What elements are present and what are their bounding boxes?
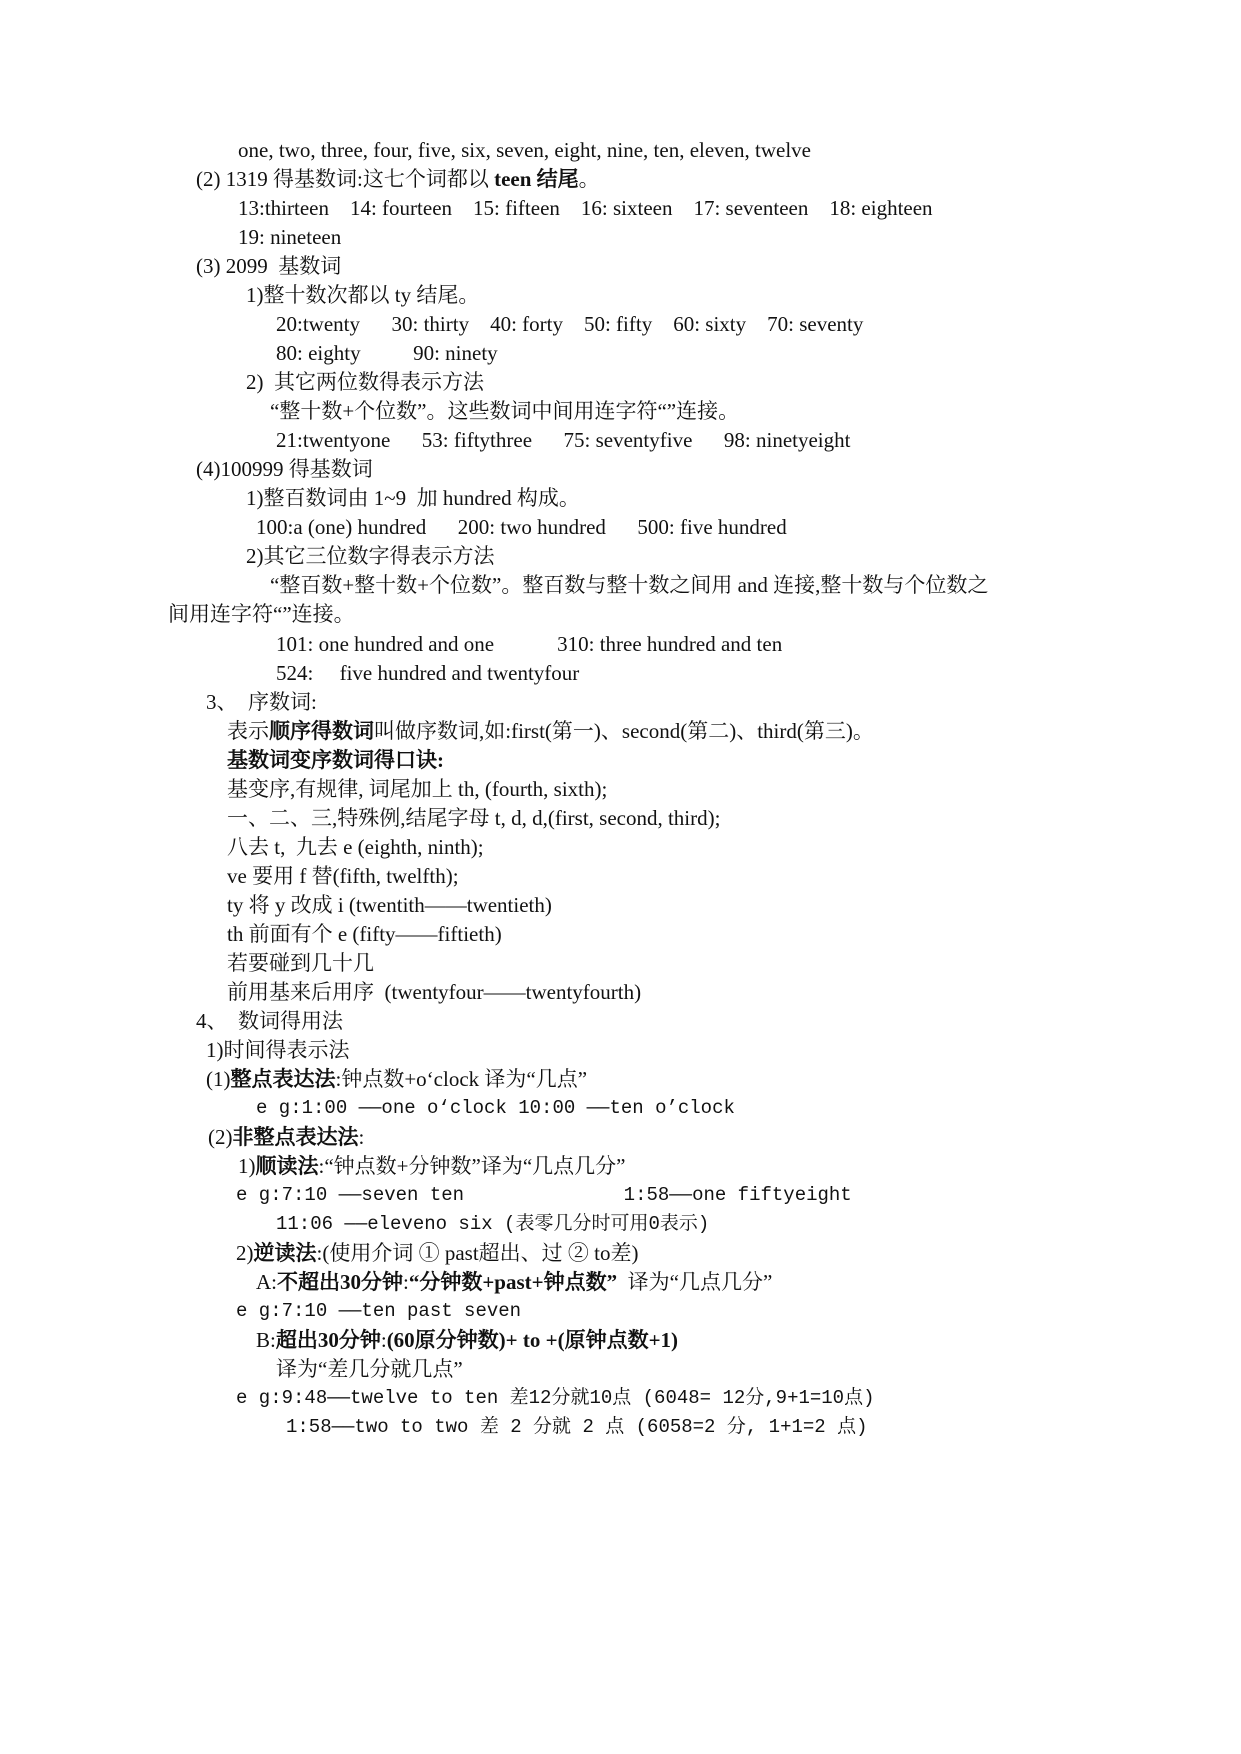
text-line xyxy=(246,484,580,512)
text-segment: 1) xyxy=(238,1154,256,1178)
text-segment: (1) xyxy=(206,1067,231,1091)
text-segment: 一、二、三,特殊例,结尾字母 t, d, d,(first, second, third); xyxy=(227,806,721,830)
text-line xyxy=(206,1065,587,1093)
text-line xyxy=(276,659,579,687)
text-line xyxy=(196,455,373,483)
text-line xyxy=(246,281,479,309)
text-segment: (2) 1319 得基数词:这七个词都以 xyxy=(196,167,495,191)
text-segment: : xyxy=(403,1270,409,1294)
bold-text-segment: (60原分钟数)+ to +(原钟点数+1) xyxy=(386,1328,679,1352)
text-segment: 叫做序数词,如:first(第一)、second(第二)、third(第三)。 xyxy=(374,719,874,743)
text-line xyxy=(276,630,782,658)
text-line xyxy=(196,1007,343,1035)
text-line xyxy=(276,1210,709,1238)
text-segment: “整百数+整十数+个位数”。整百数与整十数之间用 and 连接,整十数与个位数之 xyxy=(270,573,989,597)
text-line xyxy=(246,542,495,570)
text-segment: 1)时间得表示法 xyxy=(206,1038,350,1062)
text-line xyxy=(256,513,787,541)
text-line xyxy=(256,1326,678,1354)
text-line xyxy=(227,920,502,948)
text-segment: B: xyxy=(256,1328,276,1352)
bold-text-segment: teen 结尾 xyxy=(494,167,579,191)
text-segment: 基变序,有规律, 词尾加上 th, (fourth, sixth); xyxy=(227,777,608,801)
bold-text-segment: 超出30分钟 xyxy=(275,1328,381,1352)
text-segment: :钟点数+o‘clock 译为“几点” xyxy=(335,1067,588,1091)
bold-text-segment: 非整点表达法 xyxy=(232,1125,359,1149)
text-line xyxy=(238,223,341,251)
text-line xyxy=(196,165,600,193)
text-segment: 2)其它三位数字得表示方法 xyxy=(246,544,495,568)
text-segment: 1)整百数词由 1~9 加 hundred 构成。 xyxy=(246,486,580,510)
text-line xyxy=(236,1239,638,1267)
text-line xyxy=(270,571,988,599)
text-segment: : xyxy=(380,1328,387,1352)
text-segment: “整十数+个位数”。这些数词中间用连字符“”连接。 xyxy=(270,399,740,423)
text-segment: (3) 2099 基数词 xyxy=(196,254,342,278)
text-segment: 1)整十数次都以 ty 结尾。 xyxy=(246,283,480,307)
text-segment: e g:7:10 ——ten past seven xyxy=(236,1300,522,1322)
text-segment: 100:a (one) hundred 200: two hundred 500: five hundred xyxy=(256,515,787,539)
text-line xyxy=(227,717,874,745)
text-segment: 间用连字符“”连接。 xyxy=(168,602,355,626)
text-segment: e g:9:48——twelve to ten 差12分就10点 (6048= 12分,9+1=10点) xyxy=(236,1387,875,1409)
text-segment: ty 将 y 改成 i (twentith——twentieth) xyxy=(227,893,552,917)
text-segment: 前用基来后用序 (twentyfour——twentyfourth) xyxy=(227,980,642,1004)
text-line xyxy=(246,368,484,396)
text-line xyxy=(238,136,811,164)
text-line xyxy=(238,1152,625,1180)
text-segment: 21:twentyone 53: fiftythree 75: seventyfive 98: ninetyeight xyxy=(276,428,851,452)
text-segment: :“钟点数+分钟数”译为“几点几分” xyxy=(318,1154,626,1178)
text-line xyxy=(227,746,444,774)
bold-text-segment: 顺序得数词 xyxy=(269,719,374,743)
text-line xyxy=(227,804,720,832)
text-segment: 。 xyxy=(578,167,600,191)
text-line xyxy=(227,978,641,1006)
text-line xyxy=(227,775,607,803)
bold-text-segment: “分钟数+past+钟点数” xyxy=(408,1270,618,1294)
text-line xyxy=(286,1413,867,1441)
text-line xyxy=(227,833,484,861)
text-line xyxy=(227,891,552,919)
text-line xyxy=(276,1355,463,1383)
text-segment: 3、 序数词: xyxy=(206,690,317,714)
text-segment: : xyxy=(358,1125,365,1149)
text-line xyxy=(276,310,863,338)
text-segment: 表示 xyxy=(227,719,269,743)
text-line xyxy=(206,1036,350,1064)
bold-text-segment: 不超出30分钟 xyxy=(277,1270,403,1294)
text-line xyxy=(236,1384,875,1412)
text-segment: 译为“差几分就几点” xyxy=(276,1357,463,1381)
text-segment: 524: five hundred and twentyfour xyxy=(276,661,580,685)
text-segment: 2) 其它两位数得表示方法 xyxy=(246,370,484,394)
text-segment: e g:1:00 ——one o‘clock 10:00 ——ten o’clock xyxy=(256,1097,735,1119)
text-line xyxy=(256,1094,735,1122)
text-segment: 译为“几点几分” xyxy=(617,1270,773,1294)
text-segment: 11:06 ——eleveno six (表零几分时可用0表示) xyxy=(276,1213,710,1235)
text-segment: 1:58——two to two 差 2 分就 2 点 (6058=2 分, 1+1=2 点) xyxy=(286,1416,868,1438)
text-line xyxy=(227,949,374,977)
text-segment: one, two, three, four, five, six, seven, eight, nine, ten, eleven, twelve xyxy=(238,138,811,162)
bold-text-segment: 顺读法 xyxy=(255,1154,319,1178)
text-segment: 2) xyxy=(236,1241,254,1265)
text-line xyxy=(208,1123,364,1151)
text-segment: :(使用介词 ① past超出、过 ② to差) xyxy=(316,1241,639,1265)
text-line xyxy=(238,194,933,222)
text-segment: (2) xyxy=(208,1125,233,1149)
text-line xyxy=(256,1268,772,1296)
text-segment: 80: eighty 90: ninety xyxy=(276,341,498,365)
text-line xyxy=(206,688,317,716)
text-segment: A: xyxy=(256,1270,277,1294)
text-line xyxy=(276,339,498,367)
text-segment: 八去 t, 九去 e (eighth, ninth); xyxy=(227,835,484,859)
text-segment: e g:7:10 ——seven ten 1:58——one fiftyeight xyxy=(236,1184,852,1206)
bold-text-segment: 整点表达法 xyxy=(230,1067,336,1091)
text-line xyxy=(270,397,739,425)
text-segment: 20:twenty 30: thirty 40: forty 50: fifty 60: sixty 70: seventy xyxy=(276,312,864,336)
text-line xyxy=(276,426,850,454)
text-segment: 4、 数词得用法 xyxy=(196,1009,343,1033)
text-segment: 若要碰到几十几 xyxy=(227,951,374,975)
text-line xyxy=(236,1181,852,1209)
text-line xyxy=(236,1297,521,1325)
text-line xyxy=(168,600,355,628)
text-segment: 19: nineteen xyxy=(238,225,342,249)
bold-text-segment: 逆读法 xyxy=(253,1241,317,1265)
text-segment: 13:thirteen 14: fourteen 15: fifteen 16: sixteen 17: seventeen 18: eighteen xyxy=(238,196,933,220)
text-segment: 101: one hundred and one 310: three hundred and ten xyxy=(276,632,783,656)
bold-text-segment: 基数词变序数词得口诀: xyxy=(227,748,444,772)
text-line xyxy=(227,862,459,890)
text-line xyxy=(196,252,341,280)
text-segment: (4)100999 得基数词 xyxy=(196,457,373,481)
text-segment: ve 要用 f 替(fifth, twelfth); xyxy=(227,864,459,888)
text-segment: th 前面有个 e (fifty——fiftieth) xyxy=(227,922,502,946)
